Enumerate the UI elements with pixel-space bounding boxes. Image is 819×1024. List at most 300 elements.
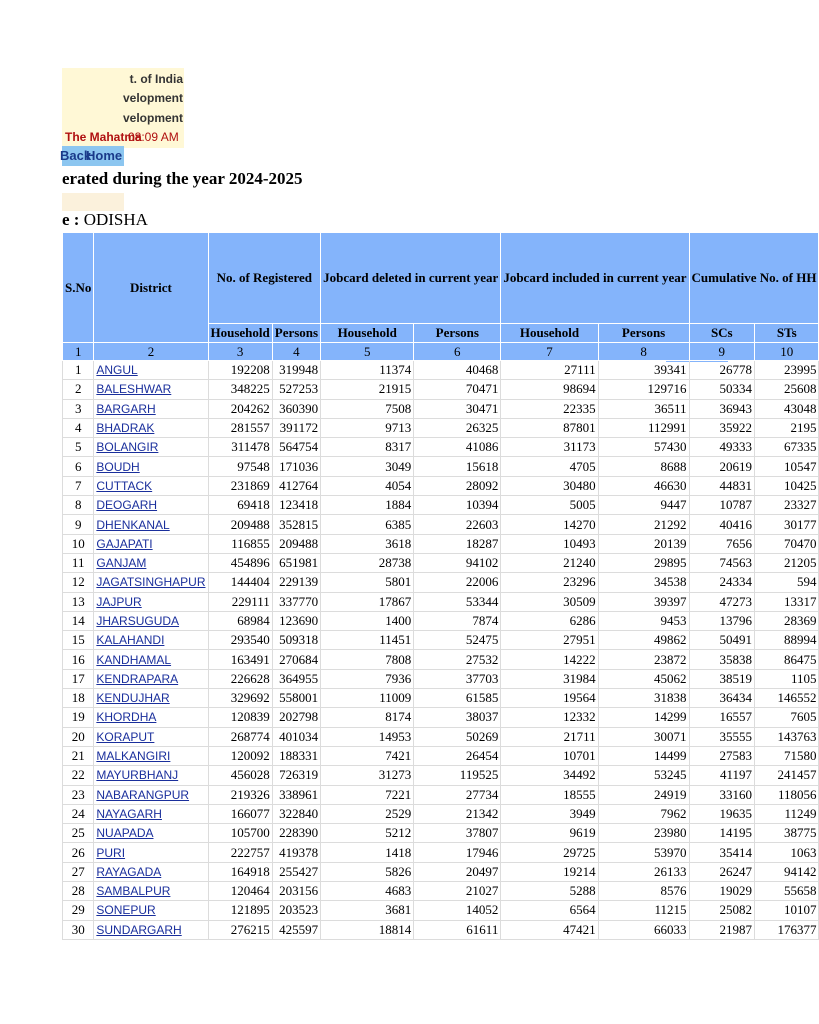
value-cell-c8: 9447 [598,496,689,515]
sno-cell: 23 [63,785,94,804]
value-cell-c4: 401034 [272,727,320,746]
value-cell-c4: 202798 [272,708,320,727]
col-included-header: Jobcard included in current year [501,233,689,324]
value-cell-c9: 35922 [689,418,755,437]
district-link[interactable]: PURI [96,845,126,860]
sno-cell: 21 [63,746,94,765]
value-cell-c4: 228390 [272,824,320,843]
value-cell-c7: 19564 [501,689,598,708]
district-link[interactable]: MAYURBHANJ [96,768,179,783]
subheader-cell: Persons [414,324,501,343]
value-cell-c10: 38775 [755,824,819,843]
value-cell-c7: 21711 [501,727,598,746]
value-cell-c9: 35838 [689,650,755,669]
table-row [63,882,819,901]
table-row [63,862,819,881]
state-highlight [62,193,124,211]
value-cell-c9: 20619 [689,457,755,476]
value-cell-c4: 123418 [272,496,320,515]
value-cell-c5: 28738 [321,553,414,572]
value-cell-c5: 18814 [321,920,414,939]
district-cell [94,824,208,843]
value-cell-c6: 38037 [414,708,501,727]
value-cell-c6: 14052 [414,901,501,920]
district-link[interactable]: NAYAGARH [96,806,162,821]
district-link[interactable]: DEOGARH [96,498,158,513]
value-cell-c7: 6564 [501,901,598,920]
value-cell-c8: 39397 [598,592,689,611]
table-row [63,766,819,785]
district-cell [94,882,208,901]
value-cell-c10: 1105 [755,669,819,688]
sno-cell: 12 [63,573,94,592]
value-cell-c10: 594 [755,573,819,592]
value-cell-c7: 34492 [501,766,598,785]
value-cell-c9: 50491 [689,631,755,650]
table-row [63,592,819,611]
district-cell [94,438,208,457]
value-cell-c9: 36943 [689,399,755,418]
value-cell-c10: 146552 [755,689,819,708]
value-cell-c9: 35555 [689,727,755,746]
sno-cell: 20 [63,727,94,746]
value-cell-c7: 29725 [501,843,598,862]
value-cell-c8: 31838 [598,689,689,708]
value-cell-c6: 15618 [414,457,501,476]
value-cell-c7: 27951 [501,631,598,650]
district-link[interactable]: BOUDH [96,459,140,474]
value-cell-c8: 21292 [598,515,689,534]
col-cumulative-header: Cumulative No. of HH [689,233,819,324]
subheader-cell: SCs [689,324,755,343]
value-cell-c7: 9619 [501,824,598,843]
value-cell-c8: 7962 [598,804,689,823]
value-cell-c4: 412764 [272,476,320,495]
sno-cell: 13 [63,592,94,611]
value-cell-c8: 11215 [598,901,689,920]
value-cell-c8: 23980 [598,824,689,843]
district-cell [94,534,208,553]
district-cell [94,650,208,669]
value-cell-c5: 21915 [321,380,414,399]
sno-cell: 3 [63,399,94,418]
district-cell [94,785,208,804]
value-cell-c3: 116855 [208,534,272,553]
district-link[interactable]: KORAPUT [96,729,155,744]
column-number: 2 [94,343,208,361]
value-cell-c9: 10787 [689,496,755,515]
value-cell-c6: 61585 [414,689,501,708]
value-cell-c4: 171036 [272,457,320,476]
value-cell-c10: 70470 [755,534,819,553]
table-row [63,669,819,688]
subheader-cell: Persons [272,324,320,343]
value-cell-c4: 360390 [272,399,320,418]
value-cell-c6: 22006 [414,573,501,592]
district-link[interactable]: ANGUL [96,363,138,378]
table-row [63,689,819,708]
department-line-2: velopment [122,111,183,125]
value-cell-c10: 88994 [755,631,819,650]
value-cell-c5: 17867 [321,592,414,611]
sno-cell: 7 [63,476,94,495]
value-cell-c10: 25608 [755,380,819,399]
district-cell [94,727,208,746]
value-cell-c4: 337770 [272,592,320,611]
subheader-cell: Persons [598,324,689,343]
value-cell-c7: 30509 [501,592,598,611]
home-link[interactable]: Home [86,148,123,163]
sno-cell: 2 [63,380,94,399]
district-link[interactable]: RAYAGADA [96,864,162,879]
district-link[interactable]: BARGARH [96,401,156,416]
value-cell-c3: 209488 [208,515,272,534]
value-cell-c3: 226628 [208,669,272,688]
value-cell-c9: 26778 [689,361,755,380]
column-number-row [63,343,819,361]
sno-cell: 8 [63,496,94,515]
value-cell-c5: 3618 [321,534,414,553]
value-cell-c6: 20497 [414,862,501,881]
value-cell-c5: 5212 [321,824,414,843]
sno-cell: 25 [63,824,94,843]
district-cell [94,631,208,650]
value-cell-c3: 166077 [208,804,272,823]
district-link[interactable]: JAGATSINGHAPUR [96,575,206,590]
value-cell-c10: 241457 [755,766,819,785]
value-cell-c9: 14195 [689,824,755,843]
district-cell [94,901,208,920]
value-cell-c3: 144404 [208,573,272,592]
column-number: 10 [755,343,819,361]
value-cell-c9: 16557 [689,708,755,727]
value-cell-c8: 66033 [598,920,689,939]
value-cell-c4: 209488 [272,534,320,553]
header-row [63,233,819,324]
value-cell-c3: 121895 [208,901,272,920]
sno-cell: 30 [63,920,94,939]
subheader-cell: Household [321,324,414,343]
value-cell-c6: 28092 [414,476,501,495]
table-row [63,746,819,765]
table-row [63,573,819,592]
value-cell-c6: 17946 [414,843,501,862]
value-cell-c4: 229139 [272,573,320,592]
value-cell-c8: 46630 [598,476,689,495]
column-number: 7 [501,343,598,361]
value-cell-c4: 419378 [272,843,320,862]
value-cell-c3: 454896 [208,553,272,572]
value-cell-c7: 22335 [501,399,598,418]
value-cell-c8: 14499 [598,746,689,765]
value-cell-c6: 119525 [414,766,501,785]
value-cell-c7: 18555 [501,785,598,804]
value-cell-c10: 10547 [755,457,819,476]
value-cell-c5: 5826 [321,862,414,881]
value-cell-c9: 35414 [689,843,755,862]
value-cell-c8: 8688 [598,457,689,476]
table-row [63,380,819,399]
value-cell-c10: 86475 [755,650,819,669]
value-cell-c4: 527253 [272,380,320,399]
district-link[interactable]: KALAHANDI [96,633,165,648]
value-cell-c3: 192208 [208,361,272,380]
district-cell [94,515,208,534]
table-row [63,650,819,669]
value-cell-c10: 7605 [755,708,819,727]
value-cell-c4: 391172 [272,418,320,437]
district-cell [94,862,208,881]
back-link[interactable]: Back [60,148,92,163]
district-cell [94,418,208,437]
value-cell-c6: 94102 [414,553,501,572]
district-cell [94,476,208,495]
value-cell-c9: 47273 [689,592,755,611]
district-link[interactable]: GANJAM [96,556,147,571]
value-cell-c6: 26454 [414,746,501,765]
value-cell-c10: 176377 [755,920,819,939]
value-cell-c9: 7656 [689,534,755,553]
district-link[interactable]: SAMBALPUR [96,884,171,899]
org-name: The Mahatma [65,130,142,144]
district-link[interactable]: SONEPUR [96,903,156,918]
value-cell-c4: 319948 [272,361,320,380]
value-cell-c3: 97548 [208,457,272,476]
value-cell-c9: 21987 [689,920,755,939]
value-cell-c10: 10425 [755,476,819,495]
value-cell-c5: 8317 [321,438,414,457]
value-cell-c3: 69418 [208,496,272,515]
value-cell-c5: 11374 [321,361,414,380]
value-cell-c7: 30480 [501,476,598,495]
value-cell-c5: 11451 [321,631,414,650]
col-registered-header: No. of Registered [208,233,321,324]
value-cell-c4: 425597 [272,920,320,939]
district-link[interactable]: SUNDARGARH [96,922,182,937]
value-cell-c6: 40468 [414,361,501,380]
district-link[interactable]: NABARANGPUR [96,787,190,802]
district-link[interactable]: JAJPUR [96,594,142,609]
district-link[interactable]: DHENKANAL [96,517,170,532]
value-cell-c3: 229111 [208,592,272,611]
value-cell-c10: 30177 [755,515,819,534]
district-cell [94,380,208,399]
value-cell-c5: 4054 [321,476,414,495]
subheader-cell: Household [501,324,598,343]
sno-cell: 6 [63,457,94,476]
sno-cell: 9 [63,515,94,534]
value-cell-c8: 20139 [598,534,689,553]
value-cell-c3: 105700 [208,824,272,843]
table-row [63,727,819,746]
value-cell-c10: 28369 [755,611,819,630]
table-row [63,708,819,727]
value-cell-c3: 219326 [208,785,272,804]
value-cell-c5: 11009 [321,689,414,708]
value-cell-c8: 34538 [598,573,689,592]
value-cell-c5: 1418 [321,843,414,862]
value-cell-c3: 120839 [208,708,272,727]
value-cell-c4: 338961 [272,785,320,804]
value-cell-c8: 129716 [598,380,689,399]
district-link[interactable]: JHARSUGUDA [96,614,180,628]
value-cell-c9: 41197 [689,766,755,785]
value-cell-c10: 23995 [755,361,819,380]
value-cell-c8: 9453 [598,611,689,630]
value-cell-c3: 120464 [208,882,272,901]
sno-cell: 19 [63,708,94,727]
value-cell-c6: 26325 [414,418,501,437]
value-cell-c3: 456028 [208,766,272,785]
column-number: 9 [689,343,755,361]
value-cell-c9: 24334 [689,573,755,592]
column-number: 8 [598,343,689,361]
value-cell-c5: 5801 [321,573,414,592]
value-cell-c4: 203156 [272,882,320,901]
value-cell-c4: 558001 [272,689,320,708]
value-cell-c6: 50269 [414,727,501,746]
table-row [63,361,819,380]
value-cell-c7: 12332 [501,708,598,727]
value-cell-c3: 348225 [208,380,272,399]
district-link[interactable]: CUTTACK [96,478,153,493]
ministry-line: t. of India [129,72,183,86]
table-row [63,843,819,862]
page-title: erated during the year 2024-2025 [62,169,303,188]
current-time: 08:09 AM [128,130,179,144]
value-cell-c9: 36434 [689,689,755,708]
value-cell-c4: 322840 [272,804,320,823]
value-cell-c5: 4683 [321,882,414,901]
value-cell-c10: 10107 [755,901,819,920]
state-line [62,210,148,230]
value-cell-c7: 3949 [501,804,598,823]
value-cell-c8: 8576 [598,882,689,901]
column-number: 5 [321,343,414,361]
value-cell-c7: 14222 [501,650,598,669]
district-cell [94,611,208,630]
value-cell-c7: 14270 [501,515,598,534]
value-cell-c9: 49333 [689,438,755,457]
header-banner [62,68,184,148]
value-cell-c7: 23296 [501,573,598,592]
table-row [63,515,819,534]
value-cell-c4: 203523 [272,901,320,920]
sno-cell: 1 [63,361,94,380]
district-cell [94,399,208,418]
column-number: 3 [208,343,272,361]
value-cell-c7: 87801 [501,418,598,437]
district-link[interactable]: NUAPADA [96,826,154,841]
district-link[interactable]: BHADRAK [96,421,155,436]
district-cell [94,689,208,708]
sno-cell: 5 [63,438,94,457]
value-cell-c10: 71580 [755,746,819,765]
sno-cell: 24 [63,804,94,823]
value-cell-c9: 50334 [689,380,755,399]
district-link[interactable]: KHORDHA [96,710,157,725]
value-cell-c9: 74563 [689,553,755,572]
sno-cell: 27 [63,862,94,881]
value-cell-c10: 55658 [755,882,819,901]
district-link[interactable]: KENDRAPARA [96,671,179,686]
value-cell-c6: 21027 [414,882,501,901]
value-cell-c5: 1400 [321,611,414,630]
district-link[interactable]: MALKANGIRI [96,749,171,764]
column-number: 6 [414,343,501,361]
value-cell-c8: 53245 [598,766,689,785]
value-cell-c3: 204262 [208,399,272,418]
sno-cell: 26 [63,843,94,862]
value-cell-c8: 30071 [598,727,689,746]
value-cell-c6: 30471 [414,399,501,418]
value-cell-c6: 41086 [414,438,501,457]
value-cell-c4: 564754 [272,438,320,457]
sno-cell: 4 [63,418,94,437]
state-label: e : [62,210,80,229]
org-time-line [62,127,184,147]
value-cell-c6: 7874 [414,611,501,630]
nav-bar [62,146,124,166]
value-cell-c5: 7808 [321,650,414,669]
value-cell-c7: 47421 [501,920,598,939]
value-cell-c9: 33160 [689,785,755,804]
value-cell-c10: 23327 [755,496,819,515]
value-cell-c9: 19029 [689,882,755,901]
sno-cell: 10 [63,534,94,553]
table-row [63,611,819,630]
table-row [63,824,819,843]
value-cell-c10: 13317 [755,592,819,611]
value-cell-c8: 36511 [598,399,689,418]
sno-cell: 11 [63,553,94,572]
value-cell-c3: 268774 [208,727,272,746]
value-cell-c9: 38519 [689,669,755,688]
value-cell-c5: 3681 [321,901,414,920]
value-cell-c3: 120092 [208,746,272,765]
district-link[interactable]: KANDHAMAL [96,652,172,667]
value-cell-c4: 352815 [272,515,320,534]
value-cell-c5: 9713 [321,418,414,437]
value-cell-c7: 19214 [501,862,598,881]
district-link[interactable]: BOLANGIR [96,440,159,455]
sno-cell: 14 [63,611,94,630]
value-cell-c10: 143763 [755,727,819,746]
district-link[interactable]: GAJAPATI [96,536,153,551]
table-row [63,457,819,476]
sno-cell: 18 [63,689,94,708]
value-cell-c6: 27532 [414,650,501,669]
value-cell-c4: 123690 [272,611,320,630]
value-cell-c7: 31984 [501,669,598,688]
value-cell-c5: 1884 [321,496,414,515]
value-cell-c8: 29895 [598,553,689,572]
district-link[interactable]: KENDUJHAR [96,691,170,706]
district-link[interactable]: BALESHWAR [96,382,172,397]
district-cell [94,766,208,785]
value-cell-c3: 222757 [208,843,272,862]
sno-cell: 15 [63,631,94,650]
value-cell-c7: 21240 [501,553,598,572]
table-row [63,534,819,553]
value-cell-c10: 21205 [755,553,819,572]
subheader-cell: Household [208,324,272,343]
district-cell [94,843,208,862]
district-cell [94,496,208,515]
value-cell-c8: 24919 [598,785,689,804]
value-cell-c7: 10701 [501,746,598,765]
district-cell [94,920,208,939]
